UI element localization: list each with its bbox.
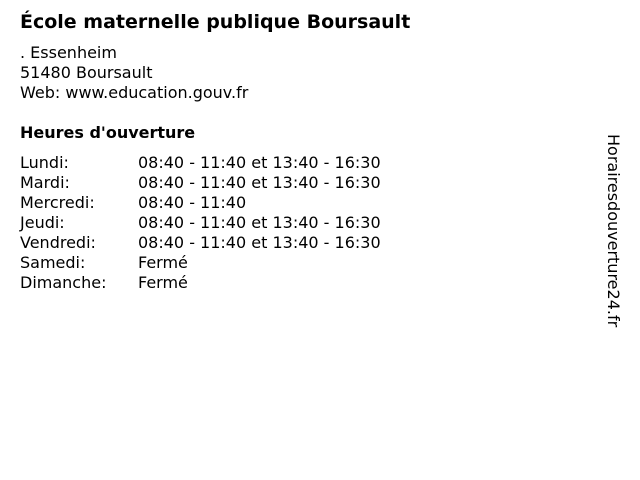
time-value: 08:40 - 11:40 et 13:40 - 16:30	[138, 153, 381, 172]
day-label: Mercredi:	[20, 193, 95, 212]
time-value: Fermé	[138, 273, 188, 292]
time-value: 08:40 - 11:40 et 13:40 - 16:30	[138, 173, 381, 192]
site-watermark: Horairesdouverture24.fr	[604, 134, 623, 328]
day-label: Samedi:	[20, 253, 86, 272]
page-title: École maternelle publique Boursault	[20, 11, 411, 33]
hours-row-saturday	[20, 253, 381, 273]
time-value: Fermé	[138, 253, 188, 272]
day-label: Lundi:	[20, 153, 69, 172]
address-city: 51480 Boursault	[20, 63, 153, 82]
day-label: Vendredi:	[20, 233, 96, 252]
hours-row-wednesday	[20, 193, 381, 213]
hours-heading: Heures d'ouverture	[20, 123, 196, 142]
hours-row-thursday	[20, 213, 381, 233]
hours-row-tuesday	[20, 173, 381, 193]
time-value: 08:40 - 11:40 et 13:40 - 16:30	[138, 213, 381, 232]
time-value: 08:40 - 11:40	[138, 193, 247, 212]
day-label: Jeudi:	[20, 213, 65, 232]
day-label: Dimanche:	[20, 273, 107, 292]
address-street: . Essenheim	[20, 43, 117, 62]
address-block	[20, 43, 248, 103]
hours-row-friday	[20, 233, 381, 253]
address-web: Web: www.education.gouv.fr	[20, 83, 249, 102]
time-value: 08:40 - 11:40 et 13:40 - 16:30	[138, 233, 381, 252]
hours-table	[20, 153, 381, 293]
hours-row-monday	[20, 153, 381, 173]
hours-row-sunday	[20, 273, 381, 293]
day-label: Mardi:	[20, 173, 70, 192]
